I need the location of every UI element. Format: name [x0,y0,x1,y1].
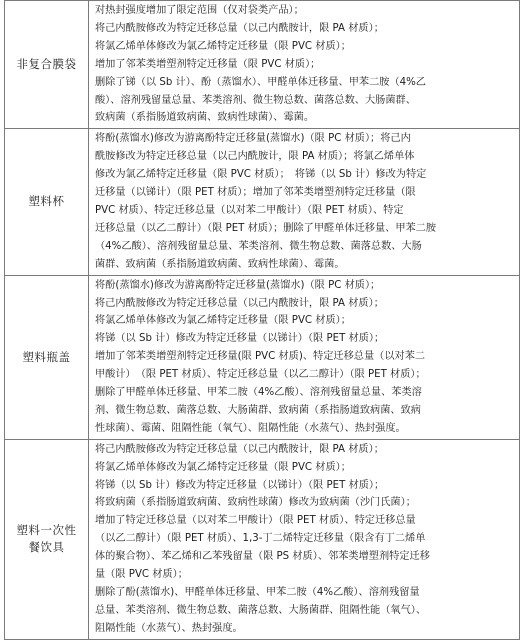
change-text-line: 修改为氯乙烯特定迁移量（限 PVC 材质）； 将锑（以 Sb 计）修改为特定 [95,169,427,181]
changes-cell [89,1,520,129]
change-text-line: 删除了锑（以 Sb 计）、酚（蒸馏水）、甲醛单体迁移量、甲苯二胺（4%乙 [95,76,426,88]
change-text-line: 将氯乙烯单体修改为氯乙烯特定迁移量（限 PVC 材质）； [95,461,351,473]
change-text-line: 将锑（以 Sb 计）修改为特定迁移量（以锑计）（限 PET 材质）； [95,333,385,345]
category-cell: 塑料杯 [5,129,89,275]
change-text-line: 阻隔性能（水蒸气）、热封强度。 [95,622,243,634]
category-cell: 塑料一次性餐饮具 [5,439,89,639]
standards-change-table [4,0,520,640]
change-text-line: 致病菌（系指肠道致病菌、致病性球菌）、霉菌。 [95,112,315,124]
change-text-line: （4%乙酸）、溶剂残留量总量、苯类溶剂、微生物总数、菌落总数、大肠 [95,240,422,252]
change-text-line: PVC 材质）、特定迁移总量（以对苯二甲酸计）（限 PET 材质）、特定 [95,204,404,216]
change-text-line: 迁移总量（以乙二醇计）（限 PET 材质）；删除了甲醛单体迁移量、甲苯二胺 [95,222,437,234]
change-text-line: 甲酸计） （限 PET 材质）、特定迁移总量（以乙二醇计）（限 PET 材质）； [95,369,426,381]
table-body [5,1,520,640]
change-text-line: 将己内酰胺修改为特定迁移总量（以己内酰胺计，限 PA 材质）； [95,297,384,309]
change-text-line: 酰胺修改为特定迁移总量（以己内酰胺计，限 PA 材质）；将氯乙烯单体 [95,151,415,163]
change-text-line: 将酚(蒸馏水)修改为游离酚特定迁移量(蒸馏水)（限 PC 材质）；将己内 [95,133,411,145]
changes-cell [89,439,520,639]
table-row [5,439,520,639]
change-text-line: 删除了酚(蒸馏水)、甲醛单体迁移量、甲苯二胺（4%乙酸）、溶剂残留量 [95,587,420,598]
change-text-line: 将己内酰胺修改为特定迁移总量（以己内酰胺计，限 PA 材质）； [95,443,384,455]
change-text-line: 增加了邻苯类增塑剂特定迁移量（限 PVC 材质）； [95,58,321,70]
change-text-line: 将致病菌（系指肠道致病菌、致病性球菌）修改为致病菌（沙门氏菌）； [95,497,416,509]
change-text-line: 将氯乙烯单体修改为氯乙烯特定迁移量（限 PVC 材质）； [95,40,351,52]
change-text-line: 菌群、致病菌（系指肠道致病菌、致病性球菌）、霉菌。 [95,258,345,270]
change-text-line: 迁移量（以锑计）（限 PET 材质）；增加了邻苯类增塑剂特定迁移量（限 [95,187,416,199]
change-text-line: 将己内酰胺修改为特定迁移总量（以己内酰胺计，限 PA 材质）； [95,22,384,34]
change-text-line: 总量、苯类溶剂、微生物总数、菌落总数、大肠菌群、阻隔性能（氧气）、 [95,604,427,616]
change-text-line: 将锑（以 Sb 计）修改为特定迁移量（以锑计）（限 PET 材质）； [95,479,385,491]
table-row [5,275,520,439]
change-text-line: 增加了特定迁移总量（以对苯二甲酸计）（限 PET 材质）、特定迁移总量 [95,515,416,527]
table-row [5,129,520,275]
change-text-line: 增加了邻苯类增塑剂特定迁移量(限 PVC 材质)、特定迁移总量（以对苯二 [95,351,426,363]
change-text-line: 酸）、溶剂残留量总量、苯类溶剂、微生物总数、菌落总数、大肠菌群、 [95,94,416,106]
changes-cell [89,129,520,275]
table-row [5,1,520,129]
changes-cell [89,275,520,439]
change-text-line: 将氯乙烯单体修改为氯乙烯特定迁移量（限 PVC 材质）； [95,315,351,327]
category-cell: 塑料瓶盖 [5,275,89,439]
change-text-line: 删除了甲醛单体迁移量、甲苯二胺（4%乙酸）、溶剂残留量总量、苯类溶 [95,387,422,399]
change-text-line: （以乙二醇计）（限 PET 材质）、1,3-丁二烯特定迁移量（限含有丁二烯单 [95,533,426,545]
change-text-line: 将酚(蒸馏水)修改为游离酚特定迁移量(蒸馏水)（限 PC 材质）； [95,279,381,291]
change-text-line: 性球菌）、霉菌、阻隔性能（氧气）、阻隔性能（水蒸气）、热封强度。 [95,422,406,434]
change-text-line: 量（限 PVC 材质）； [95,569,188,581]
change-text-line: 剂、微生物总数、菌落总数、大肠菌群、致病菌（系指肠道致病菌、致病 [95,404,421,416]
change-text-line: 体的聚合物）、苯乙烯和乙苯残留量（限 PS 材质）、邻苯类增塑剂特定迁移 [95,551,430,563]
change-text-line: 对热封强度增加了限定范围（仅对袋类产品）； [95,5,304,16]
category-cell: 非复合膜袋 [5,1,89,129]
